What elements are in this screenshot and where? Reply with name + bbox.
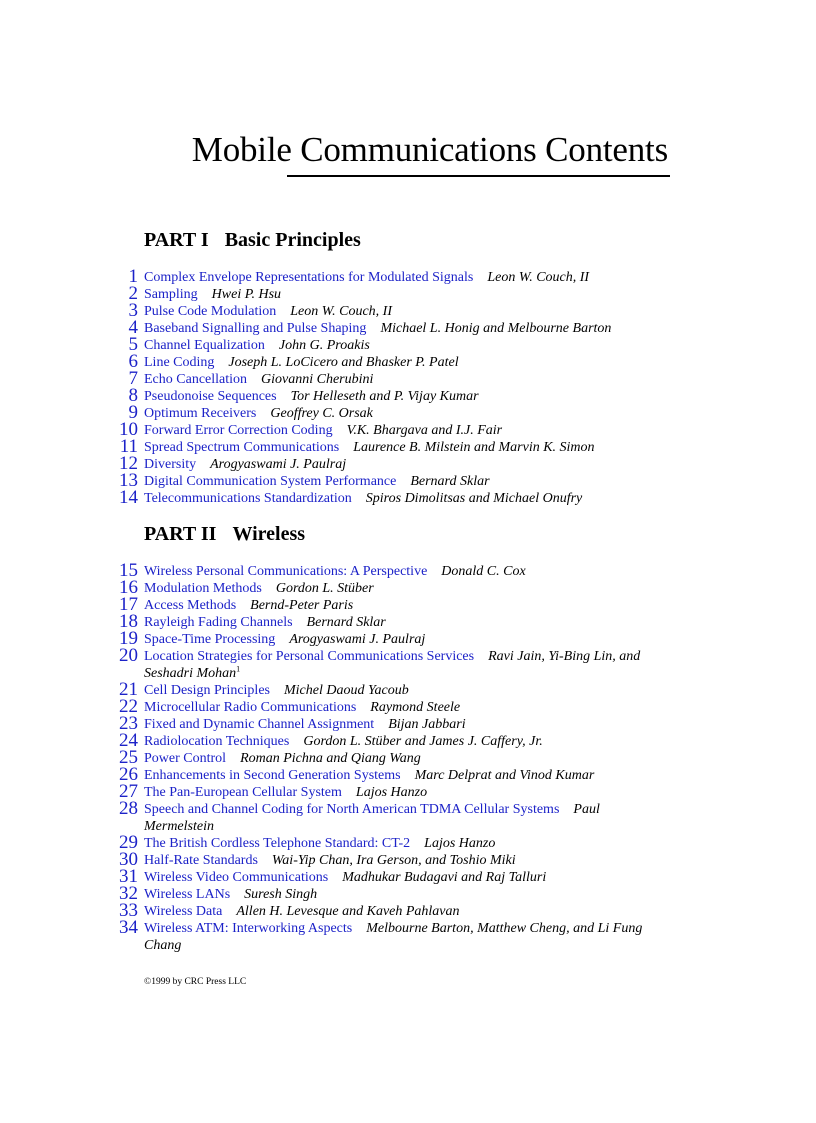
chapter-number[interactable]: 1 — [128, 266, 138, 287]
chapter-number[interactable]: 16 — [119, 577, 138, 598]
footnote-marker: 1 — [236, 664, 241, 674]
chapter-body — [144, 303, 672, 320]
chapter-entry — [112, 594, 672, 615]
chapter-body — [144, 750, 672, 767]
chapter-authors: Laurence B. Milstein and Marvin K. Simon — [353, 440, 595, 455]
chapter-entry — [112, 577, 672, 598]
chapter-authors: Roman Pichna and Qiang Wang — [240, 751, 421, 766]
chapter-entry — [112, 764, 672, 785]
chapter-entry — [112, 900, 672, 921]
chapter-body — [144, 320, 672, 337]
chapter-number[interactable]: 32 — [119, 883, 138, 904]
chapter-title-link[interactable]: Optimum Receivers — [144, 406, 257, 421]
chapter-number[interactable]: 23 — [119, 713, 138, 734]
chapter-entry — [112, 713, 672, 734]
chapter-body — [144, 563, 672, 580]
chapter-title-link[interactable]: Spread Spectrum Communications — [144, 440, 340, 455]
chapter-authors: Hwei P. Hsu — [211, 287, 282, 302]
chapter-body — [144, 354, 672, 371]
chapter-body — [144, 801, 672, 835]
chapter-authors: Michael L. Honig and Melbourne Barton — [380, 321, 612, 336]
chapter-body — [144, 388, 672, 405]
chapter-authors: Giovanni Cherubini — [261, 372, 374, 387]
chapter-number[interactable]: 4 — [128, 317, 138, 338]
chapter-entry — [112, 453, 672, 474]
part-heading-2 — [144, 523, 305, 545]
chapter-title-link[interactable]: Space-Time Processing — [144, 632, 276, 647]
chapter-body — [144, 580, 672, 597]
chapter-number[interactable]: 20 — [119, 645, 138, 666]
chapter-number[interactable]: 13 — [119, 470, 138, 491]
chapter-body — [144, 614, 672, 631]
chapter-authors: Tor Helleseth and P. Vijay Kumar — [290, 389, 479, 404]
chapter-body — [144, 903, 672, 920]
chapter-title-link[interactable]: Pseudonoise Sequences — [144, 389, 277, 404]
chapter-entry — [112, 866, 672, 887]
chapter-number[interactable]: 19 — [119, 628, 138, 649]
chapter-body — [144, 716, 672, 733]
chapter-body — [144, 439, 672, 456]
chapter-number[interactable]: 18 — [119, 611, 138, 632]
chapter-number[interactable]: 10 — [119, 419, 138, 440]
chapter-authors: Leon W. Couch, II — [290, 304, 392, 319]
chapter-number[interactable]: 25 — [119, 747, 138, 768]
chapter-title-link[interactable]: Wireless ATM: Interworking Aspects — [144, 921, 353, 936]
chapter-title-link[interactable]: Forward Error Correction Coding — [144, 423, 333, 438]
chapter-title-link[interactable]: Cell Design Principles — [144, 683, 270, 698]
chapter-authors: Allen H. Levesque and Kaveh Pahlavan — [236, 904, 460, 919]
chapter-title-link[interactable]: Wireless Personal Communications: A Perspective — [144, 564, 428, 579]
chapter-title-link[interactable]: Telecommunications Standardization — [144, 491, 352, 506]
chapter-entry — [112, 351, 672, 372]
part-label: PART II — [144, 523, 217, 545]
chapter-entry — [112, 300, 672, 321]
chapter-entry — [112, 679, 672, 700]
chapter-authors: Raymond Steele — [370, 700, 461, 715]
chapter-authors: Bernard Sklar — [306, 615, 386, 630]
chapter-number[interactable]: 33 — [119, 900, 138, 921]
chapter-entry — [112, 849, 672, 870]
chapter-number[interactable]: 7 — [128, 368, 138, 389]
chapter-authors: Leon W. Couch, II — [487, 270, 590, 285]
chapter-body — [144, 371, 672, 388]
part-name: Basic Principles — [224, 229, 361, 251]
chapter-title-link[interactable]: Power Control — [144, 751, 227, 766]
chapter-entry — [112, 560, 672, 581]
chapter-title-link[interactable]: Fixed and Dynamic Channel Assignment — [144, 717, 375, 732]
chapter-authors: Arogyaswami J. Paulraj — [210, 457, 347, 472]
chapter-entry — [112, 436, 672, 457]
chapter-title-link[interactable]: Wireless Data — [144, 904, 223, 919]
chapter-entry — [112, 917, 672, 954]
chapter-title-link[interactable]: Pulse Code Modulation — [144, 304, 277, 319]
chapter-body — [144, 869, 672, 886]
chapter-body — [144, 422, 672, 439]
chapter-entry — [112, 696, 672, 717]
chapter-title-link[interactable]: Rayleigh Fading Channels — [144, 615, 293, 630]
chapter-title-link[interactable]: Sampling — [144, 287, 198, 302]
chapter-entry — [112, 798, 672, 835]
chapter-authors: Bernd-Peter Paris — [250, 598, 354, 613]
chapter-title-link[interactable]: The British Cordless Telephone Standard: CT-2 — [144, 836, 411, 851]
chapter-title-link[interactable]: Complex Envelope Representations for Modulated Signals — [144, 270, 474, 285]
chapter-number[interactable]: 28 — [119, 798, 138, 819]
chapter-number[interactable]: 34 — [119, 917, 138, 938]
chapter-number[interactable]: 17 — [119, 594, 138, 615]
chapter-authors: Marc Delprat and Vinod Kumar — [414, 768, 595, 783]
chapter-title-link[interactable]: Digital Communication System Performance — [144, 474, 397, 489]
chapter-authors: Ravi Jain, Yi-Bing Lin, and Seshadri Mohan — [144, 649, 641, 681]
chapter-title-link[interactable]: Access Methods — [144, 598, 237, 613]
chapter-number[interactable]: 3 — [128, 300, 138, 321]
chapter-number[interactable]: 30 — [119, 849, 138, 870]
chapter-number[interactable]: 8 — [128, 385, 138, 406]
chapter-number[interactable]: 9 — [128, 402, 138, 423]
chapter-authors: Spiros Dimolitsas and Michael Onufry — [365, 491, 583, 506]
chapter-authors: Donald C. Cox — [441, 564, 526, 579]
chapter-title-link[interactable]: Line Coding — [144, 355, 215, 370]
chapter-authors: Arogyaswami J. Paulraj — [289, 632, 426, 647]
chapter-title-link[interactable]: Enhancements in Second Generation Systems — [144, 768, 401, 783]
chapter-body — [144, 699, 672, 716]
chapter-title-link[interactable]: Diversity — [144, 457, 197, 472]
part-label: PART I — [144, 229, 209, 251]
chapter-authors: Joseph L. LoCicero and Bhasker P. Patel — [228, 355, 459, 370]
chapter-authors: Madhukar Budagavi and Raj Talluri — [342, 870, 547, 885]
chapter-number[interactable]: 12 — [119, 453, 138, 474]
chapter-title-link[interactable]: Baseband Signalling and Pulse Shaping — [144, 321, 367, 336]
chapter-authors: Suresh Singh — [244, 887, 318, 902]
chapter-body — [144, 631, 672, 648]
page-title: Mobile Communications Contents — [191, 130, 668, 169]
chapter-authors: Melbourne Barton, Matthew Cheng, and Li Fung Chang — [144, 921, 643, 953]
chapter-number[interactable]: 31 — [119, 866, 138, 887]
chapter-title-link[interactable]: Location Strategies for Personal Communications Services — [144, 649, 475, 664]
chapter-number[interactable]: 11 — [119, 436, 138, 457]
chapter-authors: Paul Mermelstein — [144, 802, 600, 834]
chapter-title-link[interactable]: The Pan-European Cellular System — [144, 785, 342, 800]
chapter-body — [144, 405, 672, 422]
chapter-title-link[interactable]: Half-Rate Standards — [144, 853, 258, 868]
chapter-body — [144, 784, 672, 801]
chapter-authors: Lajos Hanzo — [355, 785, 428, 800]
chapter-number[interactable]: 6 — [128, 351, 138, 372]
chapter-entry — [112, 747, 672, 768]
chapter-authors: Gordon L. Stüber and James J. Caffery, Jr. — [303, 734, 543, 749]
chapter-entry — [112, 266, 672, 287]
chapter-authors: Bijan Jabbari — [388, 717, 466, 732]
chapter-number[interactable]: 27 — [119, 781, 138, 802]
chapter-authors: Gordon L. Stüber — [275, 581, 374, 596]
chapter-authors: Bernard Sklar — [410, 474, 490, 489]
chapter-body — [144, 269, 672, 286]
chapter-entry — [112, 368, 672, 389]
chapter-number[interactable]: 15 — [119, 560, 138, 581]
chapter-entry — [112, 832, 672, 853]
chapter-authors: Wai-Yip Chan, Ira Gerson, and Toshio Miki — [271, 853, 516, 868]
chapter-entry — [112, 317, 672, 338]
chapter-body — [144, 648, 672, 682]
chapter-number[interactable]: 22 — [119, 696, 138, 717]
chapter-title-link[interactable]: Wireless Video Communications — [144, 870, 329, 885]
chapter-authors: John G. Proakis — [278, 338, 370, 353]
part-name: Wireless — [232, 523, 306, 545]
chapter-entry — [112, 611, 672, 632]
chapter-entry — [112, 419, 672, 440]
chapter-title-link[interactable]: Channel Equalization — [144, 338, 265, 353]
chapter-entry — [112, 334, 672, 355]
chapter-entry — [112, 283, 672, 304]
chapter-authors: Michel Daoud Yacoub — [284, 683, 409, 698]
chapter-title-link[interactable]: Microcellular Radio Communications — [144, 700, 357, 715]
chapter-entry — [112, 470, 672, 491]
chapter-number[interactable]: 26 — [119, 764, 138, 785]
chapter-entry — [112, 883, 672, 904]
chapter-entry — [112, 645, 672, 682]
chapter-body — [144, 286, 672, 303]
chapter-authors: Lajos Hanzo — [424, 836, 496, 851]
chapter-entry — [112, 781, 672, 802]
chapter-number[interactable]: 5 — [128, 334, 138, 355]
chapter-body — [144, 886, 672, 903]
part-heading-1 — [144, 229, 361, 251]
chapter-number[interactable]: 14 — [119, 487, 138, 508]
chapter-authors: V.K. Bhargava and I.J. Fair — [346, 423, 503, 438]
chapter-number[interactable]: 21 — [119, 679, 138, 700]
chapter-entry — [112, 487, 672, 508]
chapter-body — [144, 767, 672, 784]
chapter-body — [144, 473, 672, 490]
chapter-body — [144, 490, 672, 507]
copyright-notice: ©1999 by CRC Press LLC — [144, 977, 247, 987]
title-rule — [287, 175, 670, 177]
chapter-body — [144, 733, 672, 750]
chapter-title-link[interactable]: Speech and Channel Coding for North American TDMA Cellular Systems — [144, 802, 560, 817]
chapter-body — [144, 920, 672, 954]
chapter-title-link[interactable]: Wireless LANs — [144, 887, 231, 902]
chapter-title-link[interactable]: Radiolocation Techniques — [144, 734, 290, 749]
chapter-number[interactable]: 2 — [128, 283, 138, 304]
chapter-entry — [112, 385, 672, 406]
chapter-body — [144, 682, 672, 699]
chapter-title-link[interactable]: Modulation Methods — [144, 581, 262, 596]
chapter-body — [144, 597, 672, 614]
chapter-entry — [112, 628, 672, 649]
chapter-entry — [112, 730, 672, 751]
chapter-number[interactable]: 29 — [119, 832, 138, 853]
chapter-body — [144, 835, 672, 852]
chapter-title-link[interactable]: Echo Cancellation — [144, 372, 248, 387]
chapter-body — [144, 337, 672, 354]
chapter-number[interactable]: 24 — [119, 730, 138, 751]
chapter-entry — [112, 402, 672, 423]
chapter-body — [144, 852, 672, 869]
chapter-body — [144, 456, 672, 473]
chapter-authors: Geoffrey C. Orsak — [270, 406, 373, 421]
